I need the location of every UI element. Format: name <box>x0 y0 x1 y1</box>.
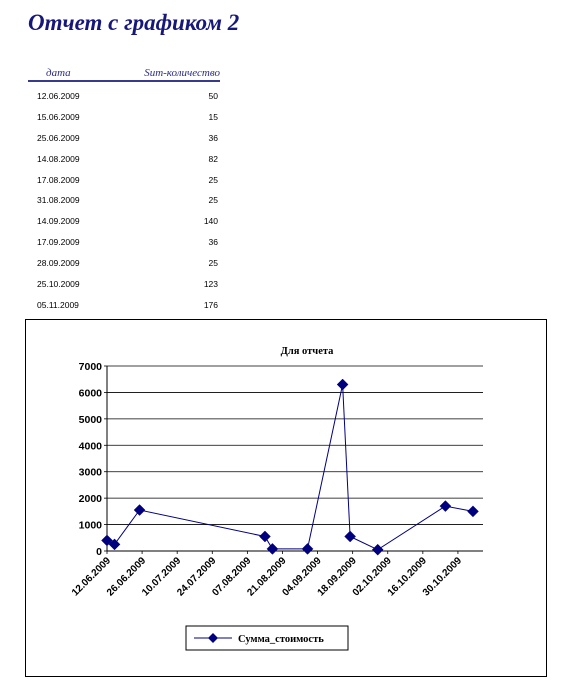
y-tick-label: 6000 <box>78 387 102 400</box>
data-point <box>337 379 348 390</box>
x-tick-label: 21.08.2009 <box>245 555 289 599</box>
row-date: 12.06.2009 <box>37 91 80 101</box>
data-point <box>440 501 451 512</box>
y-tick-label: 1000 <box>78 519 102 532</box>
x-tick-label: 24.07.2009 <box>175 555 219 599</box>
row-date: 15.06.2009 <box>37 111 80 122</box>
sum-column-header: Sum-количество <box>144 67 220 79</box>
line-chart <box>26 320 546 676</box>
chart-title: Для отчета <box>280 346 334 357</box>
data-table <box>28 66 220 317</box>
table-row <box>28 129 220 150</box>
row-date: 28.09.2009 <box>37 258 80 269</box>
row-date: 05.11.2009 <box>37 299 79 310</box>
table-row <box>28 150 220 171</box>
data-point <box>302 543 313 554</box>
data-point <box>134 505 145 516</box>
x-tick-label: 10.07.2009 <box>140 555 184 599</box>
x-tick-label: 04.09.2009 <box>280 555 324 599</box>
table-row <box>28 212 220 233</box>
table-row <box>28 296 220 317</box>
row-date: 25.06.2009 <box>37 132 80 143</box>
x-tick-label: 18.09.2009 <box>315 555 359 599</box>
row-value: 140 <box>203 216 218 227</box>
row-date: 17.08.2009 <box>37 174 80 185</box>
row-value: 36 <box>208 132 218 143</box>
x-tick-label: 30.10.2009 <box>420 555 465 599</box>
row-value: 82 <box>208 153 218 164</box>
table-header <box>28 66 220 82</box>
data-point <box>345 531 356 542</box>
chart-frame <box>25 319 547 677</box>
row-date: 14.08.2009 <box>37 153 80 164</box>
row-value: 123 <box>203 279 218 290</box>
row-date: 17.09.2009 <box>37 237 80 248</box>
y-tick-label: 4000 <box>78 440 102 453</box>
row-value: 25 <box>208 174 218 185</box>
report-title: Отчет с графиком 2 <box>28 10 240 35</box>
row-date: 25.10.2009 <box>37 279 80 290</box>
data-point <box>267 543 278 554</box>
row-value: 176 <box>203 299 218 310</box>
row-value: 50 <box>208 91 218 101</box>
y-tick-label: 3000 <box>78 466 102 479</box>
x-tick-label: 12.06.2009 <box>69 555 114 599</box>
row-value: 25 <box>208 195 218 206</box>
data-point <box>259 531 270 542</box>
row-value: 15 <box>208 111 218 122</box>
table-row <box>28 233 220 254</box>
table-body <box>28 87 220 317</box>
row-value: 36 <box>208 237 218 248</box>
x-tick-label: 26.06.2009 <box>105 555 149 599</box>
data-point <box>467 506 478 517</box>
table-row <box>28 87 220 108</box>
row-value: 25 <box>208 258 218 269</box>
row-date: 14.09.2009 <box>37 216 80 227</box>
x-tick-label: 07.08.2009 <box>210 555 254 599</box>
y-tick-label: 7000 <box>78 361 102 373</box>
y-tick-label: 2000 <box>78 493 102 506</box>
data-point <box>372 544 383 555</box>
x-tick-label: 02.10.2009 <box>350 555 394 599</box>
legend-label: Сумма_стоимость <box>238 634 324 645</box>
y-tick-label: 0 <box>96 546 102 558</box>
x-tick-label: 16.10.2009 <box>385 555 429 599</box>
table-row <box>28 171 220 192</box>
table-row <box>28 191 220 212</box>
table-row <box>28 108 220 129</box>
table-row <box>28 275 220 296</box>
date-column-header: дата <box>46 67 71 79</box>
y-tick-label: 5000 <box>78 413 102 426</box>
table-row <box>28 254 220 275</box>
row-date: 31.08.2009 <box>37 195 80 206</box>
